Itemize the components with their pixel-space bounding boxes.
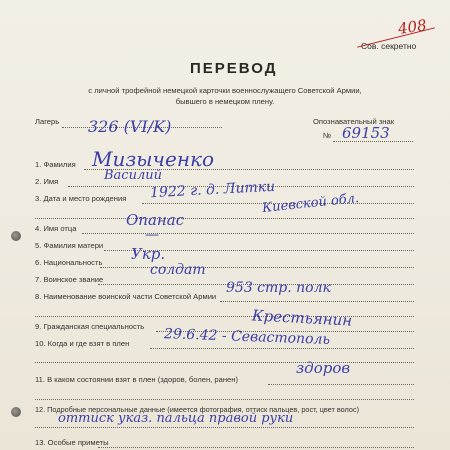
id-label: Опознавательный знак <box>313 117 395 126</box>
field-12-value: оттиск указ. пальца правой руки <box>58 411 294 426</box>
field-3-label: 3. Дата и место рождения <box>35 194 127 203</box>
field-6-value: Укр. <box>131 245 166 263</box>
field-5-label: 5. Фамилия матери <box>35 241 104 250</box>
punch-hole <box>11 407 21 417</box>
camp-value: 326 (VI/K) <box>88 117 172 136</box>
field-2-label: 2. Имя <box>35 177 59 186</box>
field-1-value: Мизыченко <box>92 147 214 171</box>
field-10-label: 10. Когда и где взят в плен <box>35 339 130 348</box>
field-3-line-2 <box>35 218 414 219</box>
field-5-value: — <box>145 227 159 243</box>
field-4-value: Опанас <box>126 211 185 229</box>
field-8-line <box>220 301 414 302</box>
field-8-value: 953 стр. полк <box>226 280 331 296</box>
field-2-value: Василий <box>104 168 162 183</box>
field-7-value: солдат <box>150 262 206 278</box>
field-6-label: 6. Национальность <box>35 258 103 267</box>
field-9-label: 9. Гражданская специальность <box>35 322 145 331</box>
id-number-sign: № <box>323 131 332 140</box>
field-11-line-2 <box>35 399 414 400</box>
field-4-line <box>82 233 414 234</box>
field-9-value: Крестьянин <box>251 306 353 330</box>
punch-hole <box>11 231 21 241</box>
classification-stamp: Сов. секретно <box>361 41 417 51</box>
field-1-label: 1. Фамилия <box>35 160 76 169</box>
field-13-line <box>98 447 414 448</box>
field-10-line-2 <box>35 362 414 363</box>
field-12-line <box>35 427 414 428</box>
field-6-line <box>100 267 414 268</box>
corner-number: 408 <box>396 16 428 38</box>
field-12-label: 12. Подробные персональные данные (имеется фотография, оттиск пальцев, рост, цвет волос) <box>35 405 360 414</box>
field-3-value: 1922 г. д. Литки <box>149 178 276 202</box>
subtitle-line-1: с личной трофейной немецкой карточки военнослужащего Советской Армии, <box>88 86 362 95</box>
subtitle-line-2: бывшего в немецком плену. <box>175 97 275 106</box>
field-11-label: 11. В каком состоянии взят в плен (здоров, болен, ранен) <box>35 375 238 384</box>
id-value: 69153 <box>342 124 390 142</box>
field-11-line <box>268 384 414 385</box>
field-7-label: 7. Воинское звание <box>35 275 104 284</box>
field-10-line <box>150 348 414 349</box>
field-13-label: 13. Особые приметы <box>35 438 109 447</box>
field-4-label: 4. Имя отца <box>35 224 77 233</box>
field-10-value: 29.6.42 - Севастополь <box>163 326 331 348</box>
camp-label: Лагерь <box>35 117 60 126</box>
field-11-value: здоров <box>296 359 351 377</box>
page-title: ПЕРЕВОД <box>190 60 278 77</box>
field-8-line-2 <box>35 316 414 317</box>
field-8-label: 8. Наименование воинской части Советской Армии <box>35 292 217 301</box>
field-3-value-2: Киевской обл. <box>261 190 360 217</box>
